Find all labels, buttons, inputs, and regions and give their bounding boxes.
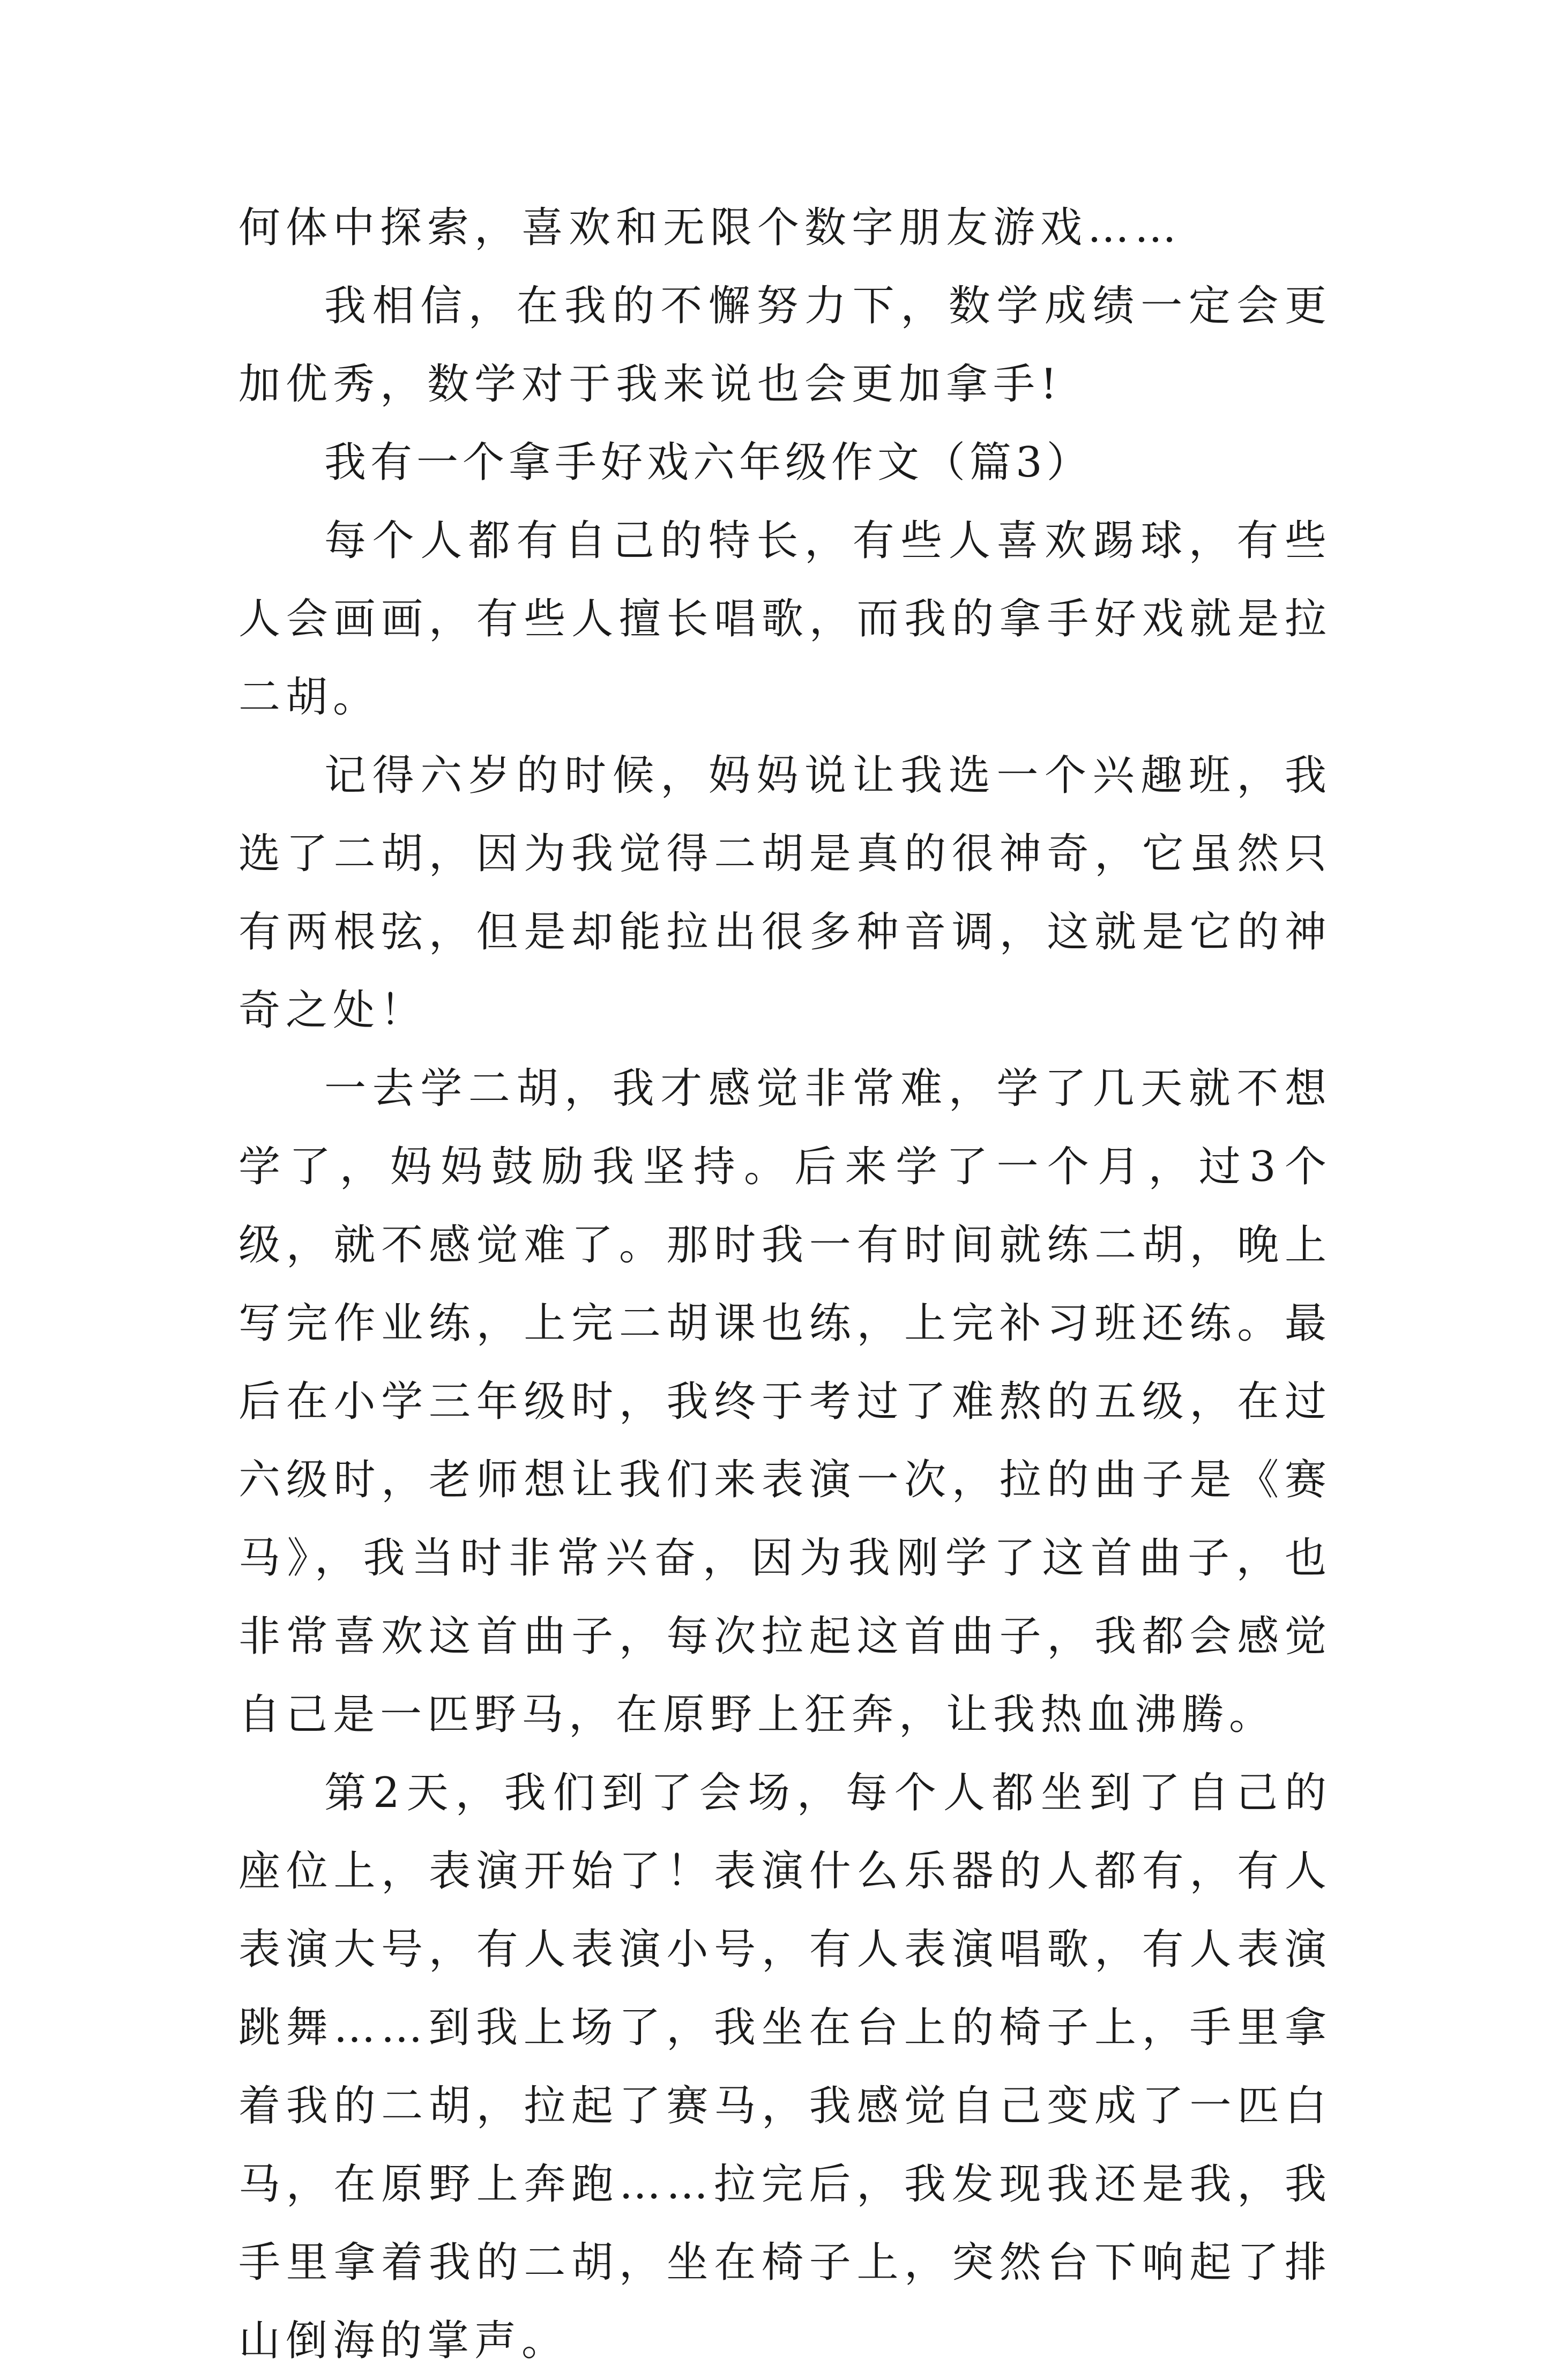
paragraph-performance: 第2天，我们到了会场，每个人都坐到了自己的座位上，表演开始了！表演什么乐器的人都有，有人表演大号，有人表演小号，有人表演唱歌，有人表演跳舞……到我上场了，我坐在台上的椅子上，手里拿着我的二胡，拉起了赛马，我感觉自己变成了一匹白马，在原野上奔跑……拉完后，我发现我还是我，我手里拿着我的二胡，坐在椅子上，突然台下响起了排山倒海的掌声。 <box>238 1769 1332 2365</box>
paragraph-practice: 一去学二胡，我才感觉非常难，学了几天就不想学了，妈妈鼓励我坚持。后来学了一个月，过3个级，就不感觉难了。那时我一有时间就练二胡，晚上写完作业练，上完二胡课也练，上完补习班还练。最后在小学三年级时，我终于考过了难熬的五级，在过六级时，老师想让我们来表演一次，拉的曲子是《赛马》，我当时非常兴奋，因为我刚学了这首曲子，也非常喜欢这首曲子，每次拉起这首曲子，我都会感觉自己是一匹野马，在原野上狂奔，让我热血沸腾。 <box>238 1065 1332 1739</box>
paragraph-intro: 每个人都有自己的特长，有些人喜欢踢球，有些人会画画，有些人擅长唱歌，而我的拿手好戏就是拉二胡。 <box>238 517 1332 722</box>
paragraph-confidence: 我相信，在我的不懈努力下，数学成绩一定会更加优秀，数学对于我来说也会更加拿手! <box>238 282 1332 408</box>
essay-body <box>238 189 1332 2380</box>
paragraph-choosing-erhu: 记得六岁的时候，妈妈说让我选一个兴趣班，我选了二胡，因为我觉得二胡是真的很神奇，它虽然只有两根弦，但是却能拉出很多种音调，这就是它的神奇之处！ <box>238 752 1332 1035</box>
essay-title: 我有一个拿手好戏六年级作文（篇3） <box>324 438 1093 487</box>
paragraph-continuation: 何体中探索，喜欢和无限个数字朋友游戏…… <box>238 204 1182 252</box>
